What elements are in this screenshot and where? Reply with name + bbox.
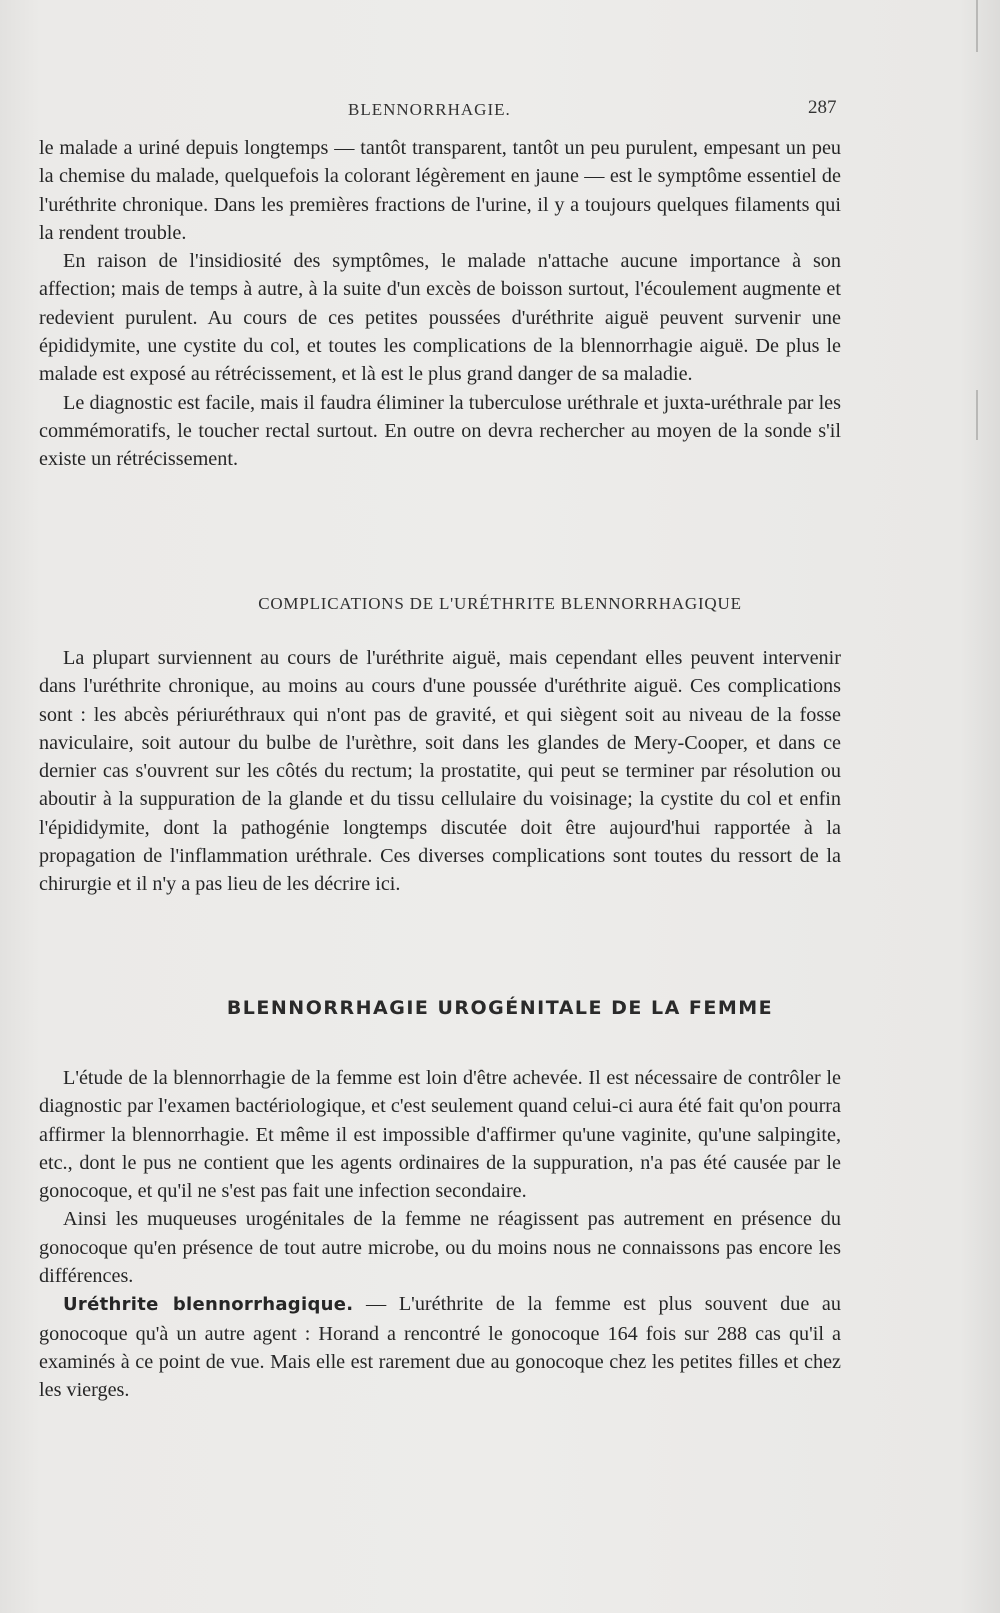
paragraph: Ainsi les muqueuses urogénitales de la femme ne réagissent pas autrement en présence du gonocoque qu'en présence de tout autre microbe, ou du moins nous ne connaissons pas encore les différences.: [39, 1208, 841, 1288]
run-in-heading: Uréthrite blennorrhagique.: [63, 1294, 354, 1316]
page-edge-mark: [976, 0, 978, 52]
page-edge-mark: [976, 390, 978, 440]
running-head: BLENNORRHAGIE.: [348, 100, 511, 119]
intro-text: [39, 134, 841, 474]
paragraph: Le diagnostic est facile, mais il faudra éliminer la tuberculose uréthrale et juxta-uréthrale par les commémoratifs, le toucher rectal surtout. En outre on devra rechercher au moyen de la sonde s'il existe un rétrécissement.: [39, 391, 841, 471]
complications-text: [39, 644, 841, 899]
femme-text: [39, 1064, 841, 1405]
chapter-heading: BLENNORRHAGIE UROGÉNITALE DE LA FEMME: [226, 997, 774, 1019]
page-number: 287: [808, 97, 837, 118]
paragraph: La plupart surviennent au cours de l'uréthrite aiguë, mais cependant elles peuvent intervenir dans l'uréthrite chronique, au moins au cours d'une poussée d'uréthrite aiguë. Ces complications sont : les abcès périuréthraux qui n'ont pas de gravité, et qui siègent soit au niveau de la fosse naviculaire, soit autour du bulbe de l'urèthre, soit dans les glandes de Mery-Cooper, et dans ce dernier cas s'ouvrent sur les côtés du rectum; la prostatite, qui peut se terminer par résolution ou aboutir à la suppuration de la glande et du tissu cellulaire du voisinage; la cystite du col et enfin l'épididymite, dont la pathogénie longtemps discutée doit être aujourd'hui rapportée à la propagation de l'inflammation uréthrale. Ces diverses complications sont toutes du ressort de la chirurgie et il n'y a pas lieu de les décrire ici.: [39, 647, 841, 896]
paragraph-body: — L'uréthrite de la femme est plus souvent due au gonocoque qu'à un autre agent : Horand a rencontré le gonocoque 164 fois sur 288 cas qu'il a examinés à ce point de vue. Mais elle est rarement due au gonocoque chez les petites filles et chez les vierges.: [39, 1293, 841, 1402]
paragraph: En raison de l'insidiosité des symptômes, le malade n'attache aucune importance à son affection; mais de temps à autre, à la suite d'un excès de boisson surtout, l'écoulement augmente et redevient purulent. Au cours de ces petites poussées d'uréthrite aiguë peuvent survenir une épididymite, une cystite du col, et toutes les complications de la blennorrhagie aiguë. De plus le malade est exposé au rétrécissement, et là est le plus grand danger de sa maladie.: [39, 250, 841, 386]
paragraph: [39, 1290, 841, 1404]
section-heading: COMPLICATIONS DE L'URÉTHRITE BLENNORRHAGIQUE: [258, 594, 742, 613]
paragraph: le malade a uriné depuis longtemps — tantôt transparent, tantôt un peu purulent, empesant un peu la chemise du malade, quelquefois la colorant légèrement en jaune — est le symptôme essentiel de l'uréthrite chronique. Dans les premières fractions de l'urine, il y a toujours quelques filaments qui la rendent trouble.: [39, 137, 841, 244]
paragraph: L'étude de la blennorrhagie de la femme est loin d'être achevée. Il est nécessaire de contrôler le diagnostic par l'examen bactériologique, et c'est seulement quand celui-ci aura été fait qu'on pourra affirmer la blennorrhagie. Et même il est impossible d'affirmer qu'une vaginite, qu'une salpingite, etc., dont le pus ne contient que les agents ordinaires de la suppuration, n'a pas été causée par le gonocoque, et qu'il ne s'est pas fait une infection secondaire.: [39, 1067, 841, 1203]
